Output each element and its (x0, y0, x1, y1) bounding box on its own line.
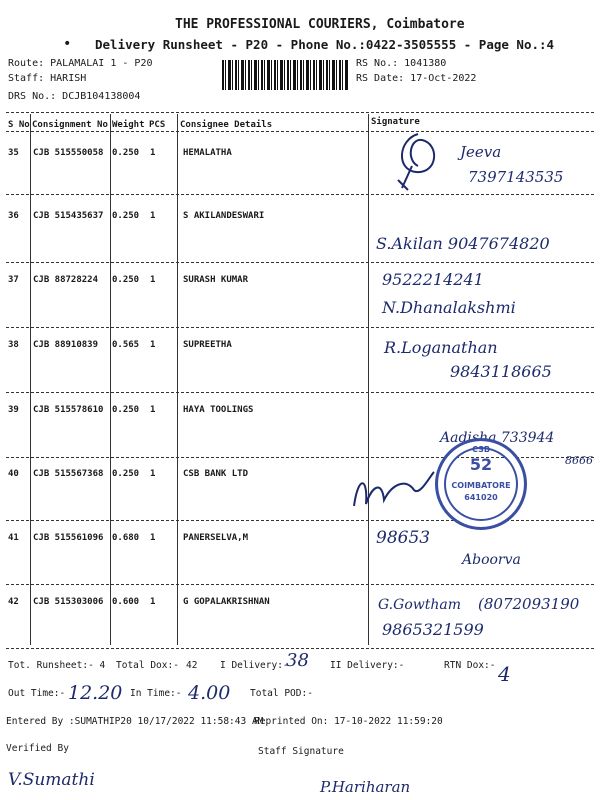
row-weight: 0.250 (112, 148, 140, 158)
row-consignee: PANERSELVA,M (183, 533, 249, 543)
total-dox-label: Total Dox:- (116, 660, 179, 671)
row-pcs: 1 (150, 469, 156, 479)
signature-r35-phone: 7397143535 (468, 168, 564, 186)
row-sno: 37 (8, 275, 19, 285)
row-consignment: CJB 515435637 (33, 211, 104, 221)
signature-r39b: 8666 (565, 454, 593, 467)
row-consignee: HAYA TOOLINGS (183, 405, 254, 415)
in-time-label: In Time:- (130, 688, 182, 699)
stamp-text: COIMBATORE (451, 481, 511, 490)
divider (6, 262, 594, 263)
row-pcs: 1 (150, 405, 156, 415)
entered-by: Entered By :SUMATHIP20 10/17/2022 11:58:43 AM (6, 716, 264, 727)
row-consignment: CJB 515578610 (33, 405, 104, 415)
row-weight: 0.250 (112, 469, 140, 479)
signature-r37-phone: 9522214241 (382, 270, 484, 289)
row-consignment: CJB 88910839 (33, 340, 99, 350)
signature-r35-name: Jeeva (460, 143, 502, 161)
row-pcs: 1 (150, 340, 156, 350)
row-weight: 0.600 (112, 597, 140, 607)
out-time-label: Out Time:- (8, 688, 66, 699)
i-delivery-label: I Delivery:- (220, 660, 289, 671)
signature-r38-name: R.Loganathan (384, 338, 498, 357)
row-weight: 0.680 (112, 533, 140, 543)
route-label: Route: PALAMALAI 1 - P20 (8, 58, 153, 69)
staff-label: Staff: HARISH (8, 73, 87, 84)
divider (6, 327, 594, 328)
col-weight: Weight (112, 120, 145, 130)
divider (6, 648, 594, 649)
row-consignee: G GOPALAKRISHNAN (183, 597, 270, 607)
row-sno: 42 (8, 597, 19, 607)
row-consignee: HEMALATHA (183, 148, 232, 158)
reprinted-on: Reprinted On: 17-10-2022 11:59:20 (254, 716, 443, 727)
total-dox-value: 42 (186, 660, 198, 671)
signature-r42-phone1: (8072093190 (478, 595, 580, 613)
signature-mark (388, 130, 448, 192)
signature-r37-name: N.Dhanalakshmi (382, 298, 516, 317)
rtn-dox-value: 4 (498, 662, 511, 686)
rtn-dox-label: RTN Dox:- (444, 660, 496, 671)
i-delivery-value: 38 (286, 650, 309, 671)
row-consignee: S AKILANDESWARI (183, 211, 265, 221)
signature-r36: S.Akilan 9047674820 (376, 234, 550, 253)
row-sno: 39 (8, 405, 19, 415)
signature-r39: Aadisha 733944 (440, 430, 555, 446)
total-pod-label: Total POD:- (250, 688, 313, 699)
verified-by-label: Verified By (6, 743, 69, 754)
col-sno: S No (8, 120, 30, 130)
divider (6, 194, 594, 195)
row-pcs: 1 (150, 275, 156, 285)
col-pcs: PCS (149, 120, 166, 130)
signature-r41-name: Aboorva (462, 552, 521, 568)
row-weight: 0.565 (112, 340, 140, 350)
row-consignment: CJB 88728224 (33, 275, 99, 285)
divider (6, 131, 594, 132)
out-time-value: 12.20 (68, 682, 123, 704)
row-consignment: CJB 515303006 (33, 597, 104, 607)
divider (6, 392, 594, 393)
row-consignment: CJB 515561096 (33, 533, 104, 543)
barcode (222, 60, 348, 90)
row-sno: 40 (8, 469, 19, 479)
stamp-number: 52 (469, 455, 493, 474)
ii-delivery-label: II Delivery:- (330, 660, 405, 671)
col-consignee: Consignee Details (180, 120, 273, 130)
tot-runsheet: Tot. Runsheet:- 4 (8, 660, 106, 671)
row-sno: 41 (8, 533, 19, 543)
row-sno: 35 (8, 148, 19, 158)
stamp-text: 641020 (464, 493, 498, 502)
row-sno: 38 (8, 340, 19, 350)
divider (6, 112, 594, 113)
row-pcs: 1 (150, 148, 156, 158)
signature-r38-phone: 9843118665 (450, 362, 552, 381)
stamp-text: CSB (472, 445, 490, 454)
verified-signature: V.Sumathi (8, 770, 95, 790)
row-consignee: SUPREETHA (183, 340, 232, 350)
signature-r42-name: G.Gowtham (378, 597, 461, 613)
in-time-value: 4.00 (188, 682, 231, 704)
signature-r42-phone2: 9865321599 (382, 620, 484, 639)
row-pcs: 1 (150, 211, 156, 221)
row-pcs: 1 (150, 597, 156, 607)
mark-icon: • (63, 36, 72, 52)
staff-signature-label: Staff Signature (258, 746, 344, 757)
row-consignee: CSB BANK LTD (183, 469, 249, 479)
signature-r41-phone: 98653 (376, 528, 431, 548)
row-consignment: CJB 515567368 (33, 469, 104, 479)
rs-number: RS No.: 1041380 (356, 58, 447, 69)
row-weight: 0.250 (112, 405, 140, 415)
row-weight: 0.250 (112, 275, 140, 285)
row-consignee: SURASH KUMAR (183, 275, 249, 285)
row-consignment: CJB 515550058 (33, 148, 104, 158)
company-title: THE PROFESSIONAL COURIERS, Coimbatore (175, 17, 465, 32)
rs-date: RS Date: 17-Oct-2022 (356, 73, 477, 84)
staff-signature: P.Hariharan (320, 778, 411, 796)
col-signature: Signature (371, 117, 420, 127)
divider (6, 584, 594, 585)
drs-label: DRS No.: DCJB104138004 (8, 91, 141, 102)
company-stamp (435, 438, 527, 530)
row-weight: 0.250 (112, 211, 140, 221)
signature-mark (348, 466, 438, 516)
row-pcs: 1 (150, 533, 156, 543)
row-sno: 36 (8, 211, 19, 221)
runsheet-subtitle: Delivery Runsheet - P20 - Phone No.:0422-3505555 - Page No.:4 (95, 37, 555, 52)
col-consignment: Consignment No (32, 120, 108, 130)
